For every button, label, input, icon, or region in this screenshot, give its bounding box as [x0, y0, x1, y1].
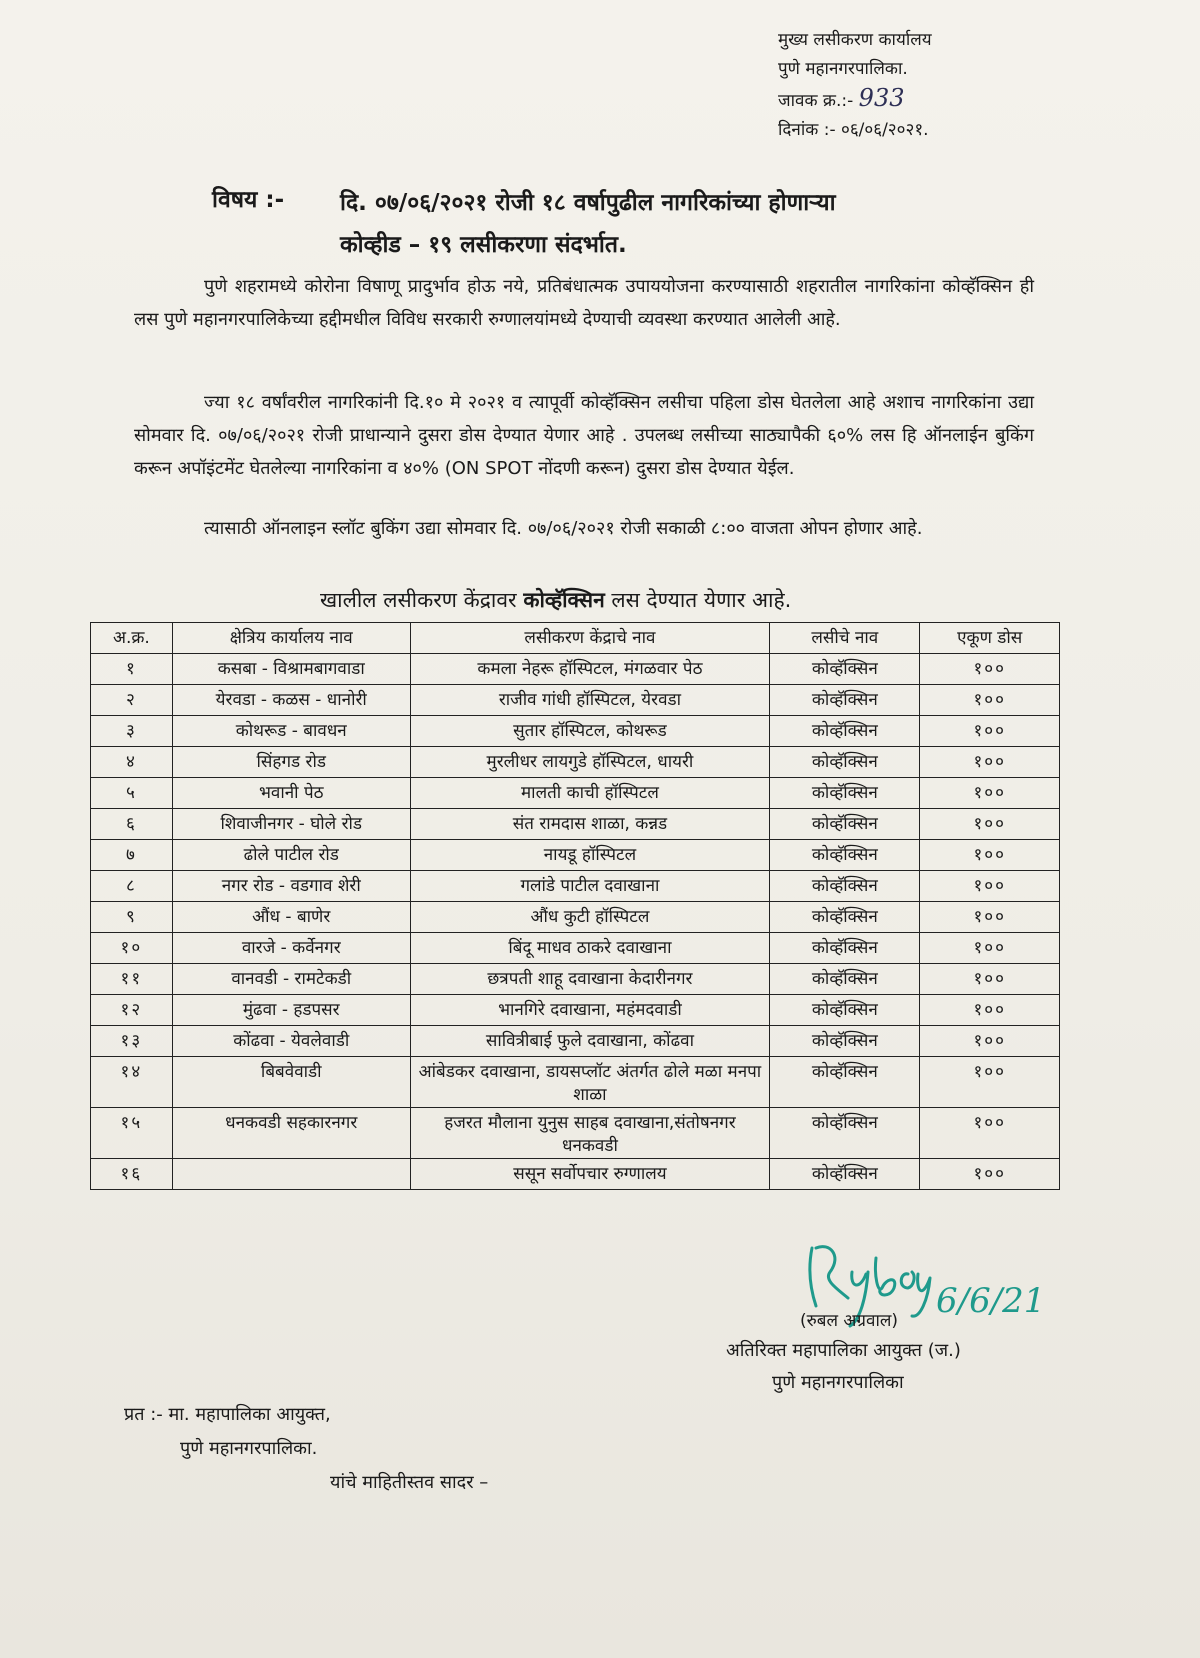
cell-center-name: ससून सर्वोपचार रुग्णालय [410, 1159, 769, 1190]
outward-number-line [778, 84, 1018, 116]
cell-vaccine: कोव्हॅक्सिन [770, 809, 920, 840]
cell-doses: १०० [920, 840, 1060, 871]
office-line-1: मुख्य लसीकरण कार्यालय [778, 30, 932, 50]
cell-doses: १०० [920, 1108, 1060, 1159]
cell-doses: १०० [920, 1159, 1060, 1190]
cell-serial: ४ [91, 747, 173, 778]
table-row [91, 747, 1060, 778]
column-header-serial: अ.क्र. [91, 623, 173, 654]
subject-label: विषय :- [212, 187, 285, 213]
cell-ward-office: सिंहगड रोड [172, 747, 410, 778]
cell-vaccine: कोव्हॅक्सिन [770, 716, 920, 747]
signed-date: 6/6/21 [936, 1281, 1046, 1321]
signatory-designation: अतिरिक्त महापालिका आयुक्त (ज.) [726, 1340, 961, 1361]
cell-serial: १ [91, 654, 173, 685]
cell-vaccine: कोव्हॅक्सिन [770, 1159, 920, 1190]
cell-doses: १०० [920, 747, 1060, 778]
table-row [91, 840, 1060, 871]
cell-serial: ९ [91, 902, 173, 933]
cell-vaccine: कोव्हॅक्सिन [770, 654, 920, 685]
cell-center-name: नायडू हॉस्पिटल [410, 840, 769, 871]
table-row [91, 995, 1060, 1026]
cell-vaccine: कोव्हॅक्सिन [770, 1057, 920, 1108]
cell-center-name: औंध कुटी हॉस्पिटल [410, 902, 769, 933]
cell-doses: १०० [920, 685, 1060, 716]
table-row [91, 1057, 1060, 1108]
cell-doses: १०० [920, 778, 1060, 809]
column-header-doses: एकूण डोस [920, 623, 1060, 654]
cell-doses: १०० [920, 995, 1060, 1026]
cell-ward-office: धनकवडी सहकारनगर [172, 1108, 410, 1159]
vaccination-centers-table [90, 622, 1060, 1190]
cell-center-name: गलांडे पाटील दवाखाना [410, 871, 769, 902]
outward-number: 933 [858, 84, 905, 112]
body-paragraph-1: पुणे शहरामध्ये कोरोना विषाणू प्रादुर्भाव होऊ नये, प्रतिबंधात्मक उपाययोजना करण्यासाठी शहरातील नागरिकांना कोव्हॅक्सिन ही लस पुणे महानगरपालिकेच्या हद्दीमधील विविध सरकारी रुग्णालयांमध्ये देण्याची व्यवस्था करण्यात आलेली आहे. [134, 276, 1034, 330]
cell-vaccine: कोव्हॅक्सिन [770, 995, 920, 1026]
cell-center-name: छत्रपती शाहू दवाखाना केदारीनगर [410, 964, 769, 995]
cell-vaccine: कोव्हॅक्सिन [770, 933, 920, 964]
table-heading-vaccine: कोव्हॅक्सिन [523, 588, 605, 612]
cell-serial: ७ [91, 840, 173, 871]
table-row [91, 1108, 1060, 1159]
cell-vaccine: कोव्हॅक्सिन [770, 902, 920, 933]
cell-vaccine: कोव्हॅक्सिन [770, 840, 920, 871]
cell-doses: १०० [920, 933, 1060, 964]
cell-serial: १५ [91, 1108, 173, 1159]
body-paragraph-3: त्यासाठी ऑनलाइन स्लॉट बुकिंग उद्या सोमवार दि. ०७/०६/२०२१ रोजी सकाळी ८:०० वाजता ओपन होणार आहे. [204, 518, 923, 539]
cell-vaccine: कोव्हॅक्सिन [770, 778, 920, 809]
cell-serial: १६ [91, 1159, 173, 1190]
cell-center-name: मालती काची हॉस्पिटल [410, 778, 769, 809]
cell-vaccine: कोव्हॅक्सिन [770, 871, 920, 902]
cell-serial: १४ [91, 1057, 173, 1108]
table-row [91, 964, 1060, 995]
copy-to-block [124, 1398, 488, 1500]
subject-line-2: कोव्हीड – १९ लसीकरणा संदर्भात. [340, 232, 627, 258]
outward-label: जावक क्र.:- [778, 91, 854, 111]
table-row [91, 871, 1060, 902]
signatory-organization: पुणे महानगरपालिका [772, 1372, 904, 1393]
cell-serial: १० [91, 933, 173, 964]
subject-text [340, 182, 1060, 266]
cell-center-name: राजीव गांधी हॉस्पिटल, येरवडा [410, 685, 769, 716]
cell-ward-office: शिवाजीनगर - घोले रोड [172, 809, 410, 840]
cell-doses: १०० [920, 871, 1060, 902]
table-heading-post: लस देण्यात येणार आहे. [611, 588, 792, 612]
column-header-vaccine: लसीचे नाव [770, 623, 920, 654]
cell-serial: १२ [91, 995, 173, 1026]
copy-to-line-2: पुणे महानगरपालिका. [180, 1438, 318, 1459]
cell-vaccine: कोव्हॅक्सिन [770, 964, 920, 995]
cell-center-name: भानगिरे दवाखाना, महंमदवाडी [410, 995, 769, 1026]
column-header-center: लसीकरण केंद्राचे नाव [410, 623, 769, 654]
copy-to-line-1: प्रत :- मा. महापालिका आयुक्त, [124, 1404, 331, 1425]
cell-center-name: हजरत मौलाना युनुस साहब दवाखाना,संतोषनगर धनकवडी [410, 1108, 769, 1159]
cell-doses: १०० [920, 654, 1060, 685]
table-row [91, 809, 1060, 840]
copy-to-line-3: यांचे माहितीस्तव सादर – [330, 1472, 489, 1493]
cell-ward-office: कोंढवा - येवलेवाडी [172, 1026, 410, 1057]
cell-serial: २ [91, 685, 173, 716]
table-row [91, 1026, 1060, 1057]
column-header-ward-office: क्षेत्रिय कार्यालय नाव [172, 623, 410, 654]
cell-center-name: कमला नेहरू हॉस्पिटल, मंगळवार पेठ [410, 654, 769, 685]
table-row [91, 716, 1060, 747]
cell-center-name: आंबेडकर दवाखाना, डायसप्लॉट अंतर्गत ढोले मळा मनपा शाळा [410, 1057, 769, 1108]
table-row [91, 654, 1060, 685]
cell-serial: १३ [91, 1026, 173, 1057]
cell-doses: १०० [920, 716, 1060, 747]
table-row [91, 778, 1060, 809]
table-heading [320, 586, 791, 614]
letter-date: दिनांक :- ०६/०६/२०२१. [778, 120, 929, 140]
cell-vaccine: कोव्हॅक्सिन [770, 685, 920, 716]
cell-serial: ३ [91, 716, 173, 747]
cell-ward-office: कसबा - विश्रामबागवाडा [172, 654, 410, 685]
cell-vaccine: कोव्हॅक्सिन [770, 1026, 920, 1057]
cell-serial: ८ [91, 871, 173, 902]
cell-center-name: संत रामदास शाळा, कन्नड [410, 809, 769, 840]
cell-doses: १०० [920, 809, 1060, 840]
cell-ward-office: कोथरूड - बावधन [172, 716, 410, 747]
body-paragraph-2: ज्या १८ वर्षांवरील नागरिकांनी दि.१० मे २०२१ व त्यापूर्वी कोव्हॅक्सिन लसीचा पहिला डोस घेतलेला आहे अशाच नागरिकांना उद्या सोमवार दि. ०७/०६/२०२१ रोजी प्राधान्याने दुसरा डोस देण्यात येणार आहे . उपलब्ध लसीच्या साठ्यापैकी ६०% लस हि ऑनलाईन बुकिंग करून अपॉइंटमेंट घेतलेल्या नागरिकांना व ४०% (ON SPOT नोंदणी करून) दुसरा डोस देण्यात येईल. [134, 392, 1034, 479]
cell-serial: ५ [91, 778, 173, 809]
cell-ward-office: वारजे - कर्वेनगर [172, 933, 410, 964]
cell-doses: १०० [920, 1026, 1060, 1057]
cell-ward-office: ढोले पाटील रोड [172, 840, 410, 871]
table-row [91, 685, 1060, 716]
cell-ward-office: मुंढवा - हडपसर [172, 995, 410, 1026]
cell-ward-office: औंध - बाणेर [172, 902, 410, 933]
cell-doses: १०० [920, 964, 1060, 995]
table-row [91, 902, 1060, 933]
table-row [91, 933, 1060, 964]
cell-ward-office [172, 1159, 410, 1190]
cell-center-name: सुतार हॉस्पिटल, कोथरूड [410, 716, 769, 747]
cell-center-name: सावित्रीबाई फुले दवाखाना, कोंढवा [410, 1026, 769, 1057]
cell-vaccine: कोव्हॅक्सिन [770, 1108, 920, 1159]
table-header-row [91, 623, 1060, 654]
table-heading-pre: खालील लसीकरण केंद्रावर [320, 588, 517, 612]
cell-vaccine: कोव्हॅक्सिन [770, 747, 920, 778]
cell-center-name: मुरलीधर लायगुडे हॉस्पिटल, धायरी [410, 747, 769, 778]
cell-serial: ६ [91, 809, 173, 840]
cell-center-name: बिंदू माधव ठाकरे दवाखाना [410, 933, 769, 964]
cell-ward-office: बिबवेवाडी [172, 1057, 410, 1108]
cell-ward-office: भवानी पेठ [172, 778, 410, 809]
cell-doses: १०० [920, 1057, 1060, 1108]
subject-line-1: दि. ०७/०६/२०२१ रोजी १८ वर्षापुढील नागरिकांच्या होणाऱ्या [340, 190, 836, 216]
cell-doses: १०० [920, 902, 1060, 933]
table-body [91, 654, 1060, 1190]
cell-ward-office: नगर रोड - वडगाव शेरी [172, 871, 410, 902]
cell-ward-office: वानवडी - रामटेकडी [172, 964, 410, 995]
office-address-block [778, 26, 1018, 145]
table-row [91, 1159, 1060, 1190]
cell-serial: ११ [91, 964, 173, 995]
office-line-2: पुणे महानगरपालिका. [778, 59, 908, 79]
cell-ward-office: येरवडा - कळस - धानोरी [172, 685, 410, 716]
signatory-name: (रुबल अग्रवाल) [800, 1311, 899, 1331]
